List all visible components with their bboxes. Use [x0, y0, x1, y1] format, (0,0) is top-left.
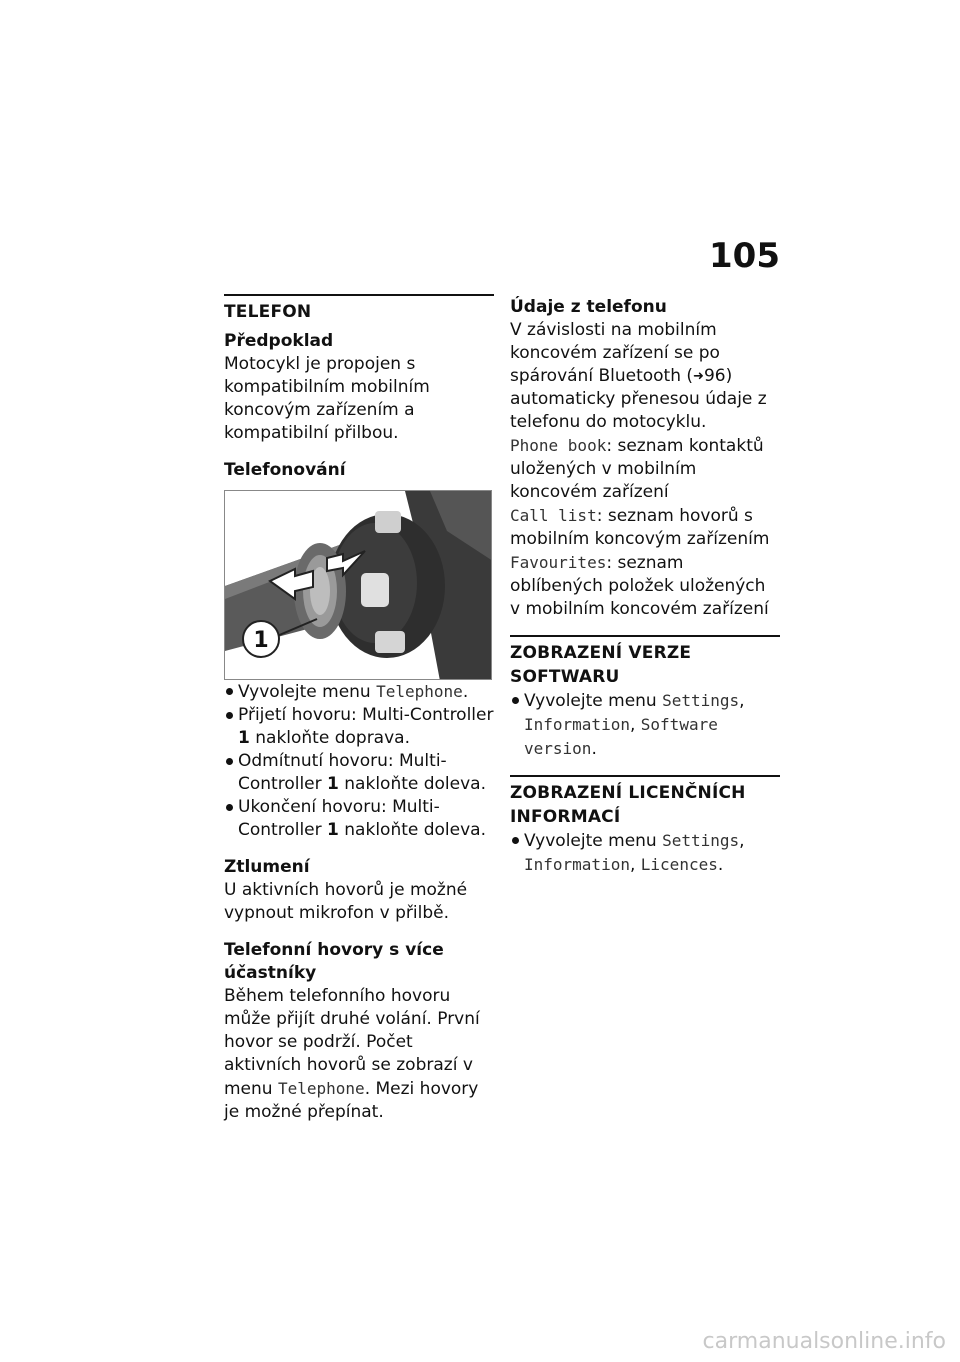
prerequisite-text: Motocykl je propojen s kompatibilním mobilním koncovým zařízením a kompatibilní přilbou. — [224, 354, 430, 443]
list-item: Vyvolejte menu Settings, Information, Licences. — [510, 829, 780, 877]
handlebar-controller-photo — [224, 490, 492, 680]
phone-data-item: Favourites: seznam oblíbených položek uložených v mobilním koncovém zařízení — [510, 553, 769, 619]
software-list — [510, 689, 780, 761]
callout-1: 1 — [253, 628, 269, 653]
section-title-licences: ZOBRAZENÍ LICENČNÍCH INFORMACÍ — [510, 775, 780, 829]
licences-list — [510, 829, 780, 877]
right-column — [510, 296, 780, 877]
list-item: Přijetí hovoru: Multi-Controller 1 nakloňte doprava. — [224, 704, 494, 750]
watermark: carmanualsonline.info — [702, 1329, 946, 1354]
conference-text: Během telefonního hovoru může přijít druhé volání. První hovor se podrží. Počet aktivních hovorů se zobrazí v menu Telephone. Mezi hovory je možné přepínat. — [224, 986, 480, 1122]
mute-heading: Ztlumení — [224, 857, 310, 877]
list-item: Vyvolejte menu Telephone. — [224, 680, 494, 704]
calling-heading: Telefonování — [224, 460, 346, 480]
prerequisite-heading: Předpoklad — [224, 331, 334, 351]
phone-data-intro: V závislosti na mobilním koncovém zařízení se po spárování Bluetooth (➜96) automaticky přenesou údaje z telefonu do motocyklu. — [510, 320, 767, 432]
phone-data-heading: Údaje z telefonu — [510, 297, 667, 317]
phone-data-item: Phone book: seznam kontaktů uložených v mobilním koncovém zařízení — [510, 436, 764, 502]
phone-data-item: Call list: seznam hovorů s mobilním koncovým zařízením — [510, 506, 770, 549]
conference-heading: Telefonní hovory s více účastníky — [224, 940, 444, 983]
list-item: Vyvolejte menu Settings, Information, Software version. — [510, 689, 780, 761]
left-column — [224, 294, 494, 1124]
calling-list — [224, 680, 494, 842]
section-title-software: ZOBRAZENÍ VERZE SOFTWARU — [510, 635, 780, 689]
section-title-telefon: TELEFON — [224, 294, 494, 324]
mute-text: U aktivních hovorů je možné vypnout mikrofon v přilbě. — [224, 880, 468, 923]
list-item: Odmítnutí hovoru: Multi-Controller 1 nakloňte doleva. — [224, 750, 494, 796]
multi-controller-illustration — [225, 491, 492, 680]
page-number: 105 — [709, 236, 780, 276]
page-reference-arrow-icon: ➜ — [693, 369, 704, 384]
list-item: Ukončení hovoru: Multi-Controller 1 nakloňte doleva. — [224, 796, 494, 842]
